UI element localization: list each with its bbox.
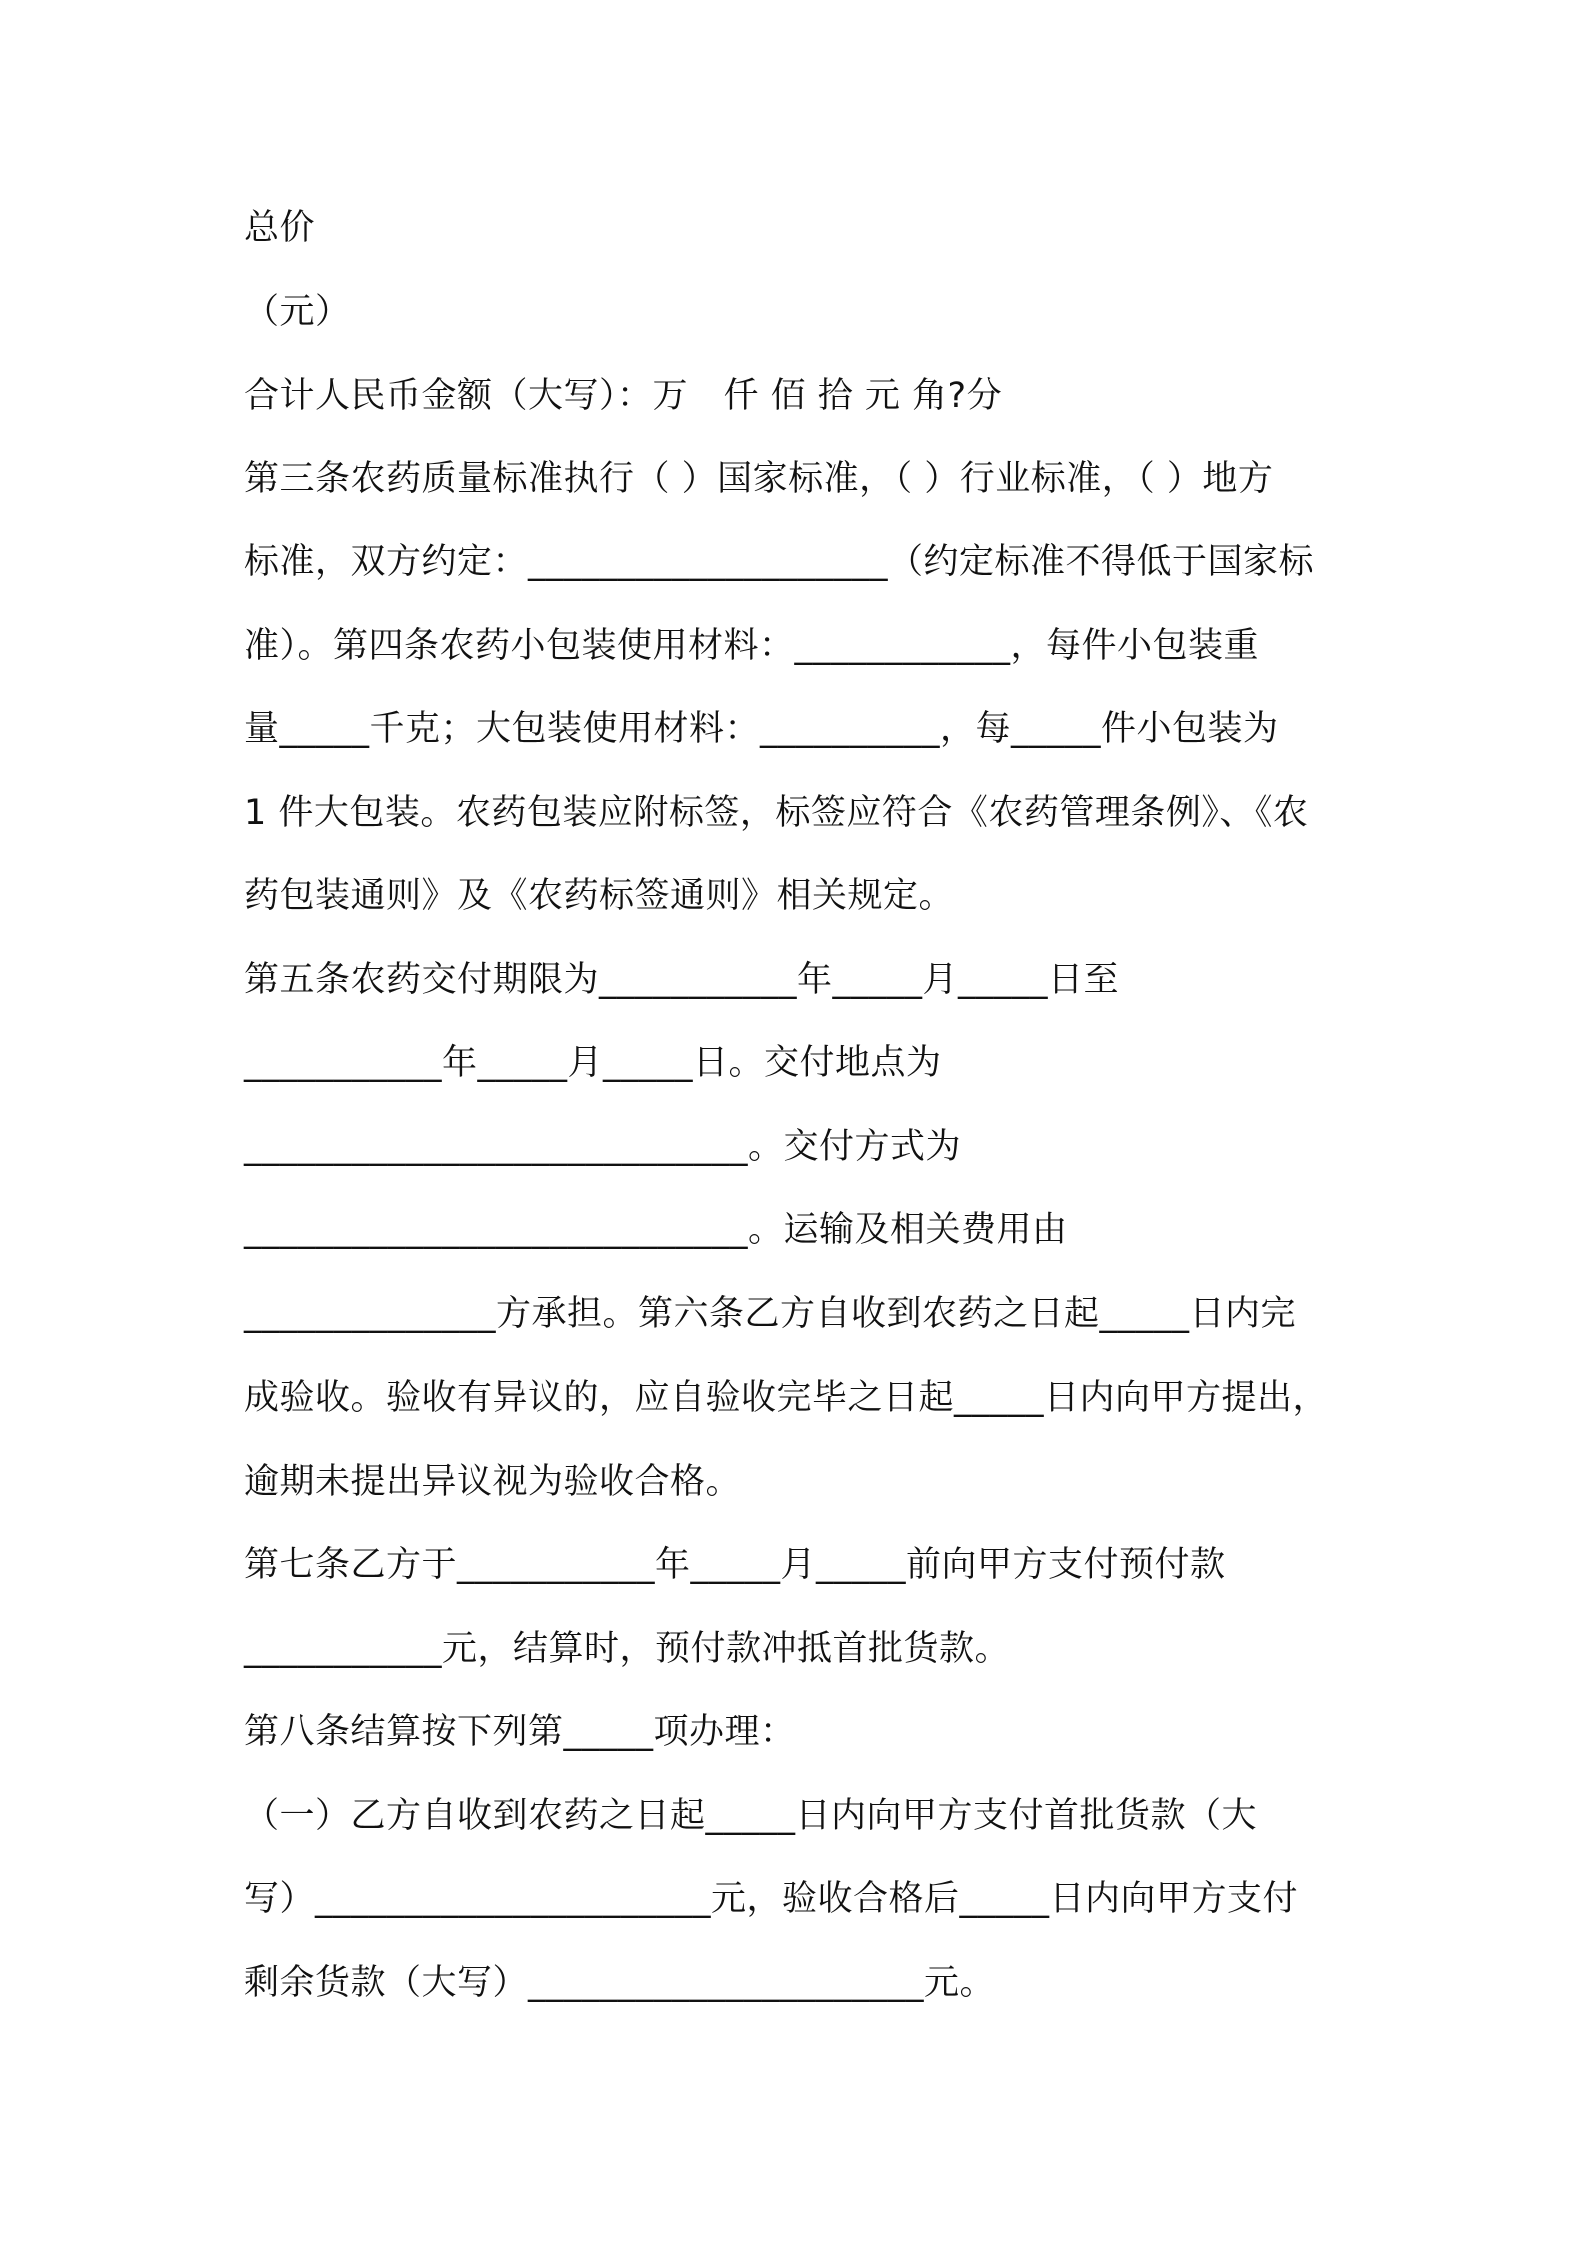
text-line-clause-1: （一）乙方自收到农药之日起_____日内向甲方支付首批货款（大 (244, 1796, 1258, 1836)
text-line: 剩余货款（大写）______________________元。 (244, 1963, 996, 2003)
text-line-article-7: 第七条乙方于___________年_____月_____前向甲方支付预付款 (244, 1545, 1226, 1585)
text-line: ____________________________。交付方式为 (244, 1127, 962, 1167)
text-line-total-amount: 合计人民币金额（大写）：万 仟 佰 拾 元 角?分 (244, 376, 1003, 416)
text-line: 逾期未提出异议视为验收合格。 (244, 1462, 742, 1502)
text-line: 药包装通则》及《农药标签通则》相关规定。 (244, 876, 955, 916)
text-line-unit-yuan: （元） (244, 292, 351, 332)
text-line-article-6: ______________方承担。第六条乙方自收到农药之日起_____日内完 (244, 1294, 1297, 1334)
text-line: ___________元，结算时，预付款冲抵首批货款。 (244, 1629, 1011, 1669)
text-line-article-8: 第八条结算按下列第_____项办理： (244, 1712, 796, 1752)
text-line: 写）______________________元，验收合格后_____日内向甲方支付 (244, 1879, 1299, 1919)
text-line-article-5: 第五条农药交付期限为___________年_____月_____日至 (244, 960, 1120, 1000)
text-line: 成验收。验收有异议的，应自验收完毕之日起_____日内向甲方提出， (244, 1378, 1329, 1418)
text-line: ___________年_____月_____日。交付地点为 (244, 1043, 942, 1083)
text-line-article-4: 准）。第四条农药小包装使用材料：____________，每件小包装重 (244, 626, 1260, 666)
text-line: 1 件大包装。农药包装应附标签，标签应符合《农药管理条例》、《农 (244, 793, 1309, 833)
text-line: 标准，双方约定：____________________（约定标准不得低于国家标 (244, 542, 1315, 582)
text-line-total-price: 总价 (244, 208, 316, 248)
text-line: ____________________________。运输及相关费用由 (244, 1210, 1068, 1250)
text-line-article-3: 第三条农药质量标准执行（ ）国家标准，（ ）行业标准，（ ）地方 (244, 459, 1274, 499)
text-line: 量_____千克；大包装使用材料：__________，每_____件小包装为 (244, 709, 1279, 749)
